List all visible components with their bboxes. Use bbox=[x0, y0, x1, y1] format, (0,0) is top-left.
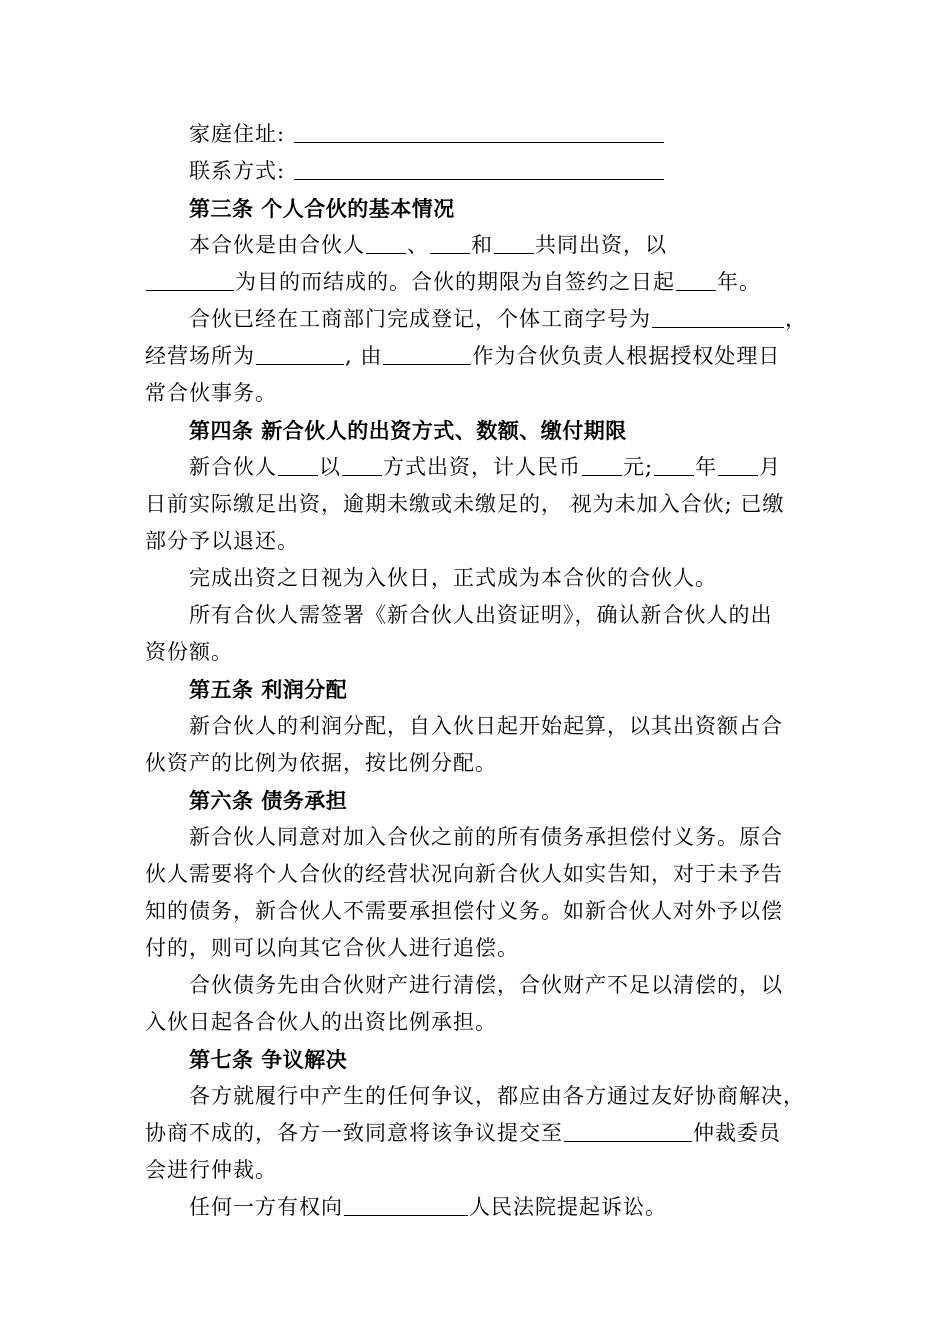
term-years-blank bbox=[676, 268, 716, 291]
contact-label: 联系方式: bbox=[189, 159, 286, 183]
text-span: 年 bbox=[695, 455, 718, 479]
text-span: 共同出资，以 bbox=[535, 233, 667, 257]
article6-p2-line1: 合伙债务先由合伙财产进行清偿，合伙财产不足以清偿的，以 bbox=[189, 973, 783, 997]
article4-p1-line3: 部分予以退还。 bbox=[145, 529, 299, 553]
article5-p1-line1: 新合伙人的利润分配，自入伙日起开始起算，以其出资额占合 bbox=[189, 714, 783, 738]
new-partner-blank bbox=[278, 453, 318, 476]
article3-p2-line3: 常合伙事务。 bbox=[145, 381, 277, 405]
text-span: 和 bbox=[471, 233, 493, 257]
article3-p2-line2 bbox=[145, 338, 815, 375]
article4-p3-line1: 所有合伙人需签署《新合伙人出资证明》，确认新合伙人的出 bbox=[189, 603, 773, 627]
article6-p1-line3: 知的债务，新合伙人不需要承担偿付义务。如新合伙人对外予以偿 bbox=[145, 899, 783, 923]
business-name-blank bbox=[652, 305, 784, 328]
article4-p3-line2: 资份额。 bbox=[145, 640, 233, 664]
article7-p1-line2 bbox=[145, 1115, 815, 1152]
article7-p1-line1: 各方就履行中产生的任何争议，都应由各方通过友好协商解决， bbox=[189, 1084, 805, 1108]
contract-page bbox=[145, 116, 815, 1226]
article5-heading: 第五条 利润分配 bbox=[189, 677, 348, 702]
arbitration-commission-blank bbox=[564, 1119, 692, 1142]
text-span: , 由 bbox=[345, 344, 383, 368]
premises-blank bbox=[256, 342, 344, 365]
article3-heading: 第三条 个人合伙的基本情况 bbox=[189, 196, 455, 221]
text-span: 经营场所为 bbox=[145, 344, 255, 368]
contribution-method-blank bbox=[342, 453, 382, 476]
text-span: 合伙已经在工商部门完成登记，个体工商字号为 bbox=[189, 307, 651, 331]
article3-p1-line1 bbox=[145, 227, 815, 264]
text-span: 任何一方有权向 bbox=[189, 1195, 343, 1219]
article3-p2-line1 bbox=[145, 301, 815, 338]
partner-blank-1 bbox=[366, 231, 406, 254]
partner-blank-3 bbox=[494, 231, 534, 254]
text-span: 以 bbox=[319, 455, 341, 479]
article6-p1-line2: 伙人需要将个人合伙的经营状况向新合伙人如实告知，对于未予告 bbox=[145, 862, 783, 886]
article5-p1-line2: 伙资产的比例为依据，按比例分配。 bbox=[145, 751, 497, 775]
text-span: 作为合伙负责人根据授权处理日 bbox=[472, 344, 781, 368]
year-blank bbox=[654, 453, 694, 476]
amount-blank bbox=[582, 453, 622, 476]
purpose-blank bbox=[146, 268, 234, 291]
article4-heading: 第四条 新合伙人的出资方式、数额、缴付期限 bbox=[189, 418, 627, 443]
home-address-blank bbox=[294, 120, 664, 143]
article4-p2: 完成出资之日视为入伙日，正式成为本合伙的合伙人。 bbox=[189, 566, 717, 590]
article6-heading: 第六条 债务承担 bbox=[189, 788, 348, 813]
article6-p2-line2: 入伙日起各合伙人的出资比例承担。 bbox=[145, 1010, 497, 1034]
text-span: 年。 bbox=[717, 270, 761, 294]
month-blank bbox=[718, 453, 758, 476]
article3-p1-line2 bbox=[145, 264, 815, 301]
text-span: 本合伙是由合伙人 bbox=[189, 233, 365, 257]
court-blank bbox=[344, 1193, 468, 1216]
contact-row bbox=[145, 153, 815, 190]
text-span: 元; bbox=[623, 455, 654, 479]
home-address-row bbox=[145, 116, 815, 153]
article6-p1-line1: 新合伙人同意对加入合伙之前的所有债务承担偿付义务。原合 bbox=[189, 825, 783, 849]
text-span: 月 bbox=[759, 455, 782, 479]
text-span: 人民法院提起诉讼。 bbox=[469, 1195, 667, 1219]
article7-p1-line3: 会进行仲裁。 bbox=[145, 1158, 277, 1182]
article7-heading: 第七条 争议解决 bbox=[189, 1047, 348, 1072]
article4-p1-line1 bbox=[145, 449, 815, 486]
text-span: 方式出资，计人民币 bbox=[383, 455, 581, 479]
manager-blank bbox=[383, 342, 471, 365]
article4-p1-line2: 日前实际缴足出资，逾期未缴或未缴足的， 视为未加入合伙; 已缴 bbox=[145, 492, 785, 516]
article6-p1-line4: 付的，则可以向其它合伙人进行追偿。 bbox=[145, 936, 519, 960]
text-span: ， bbox=[785, 307, 807, 331]
article7-p2 bbox=[145, 1189, 815, 1226]
text-span: 为目的而结成的。合伙的期限为自签约之日起 bbox=[235, 270, 675, 294]
home-address-label: 家庭住址: bbox=[189, 122, 286, 146]
text-span: 新合伙人 bbox=[189, 455, 277, 479]
text-span: 、 bbox=[407, 233, 429, 257]
contact-blank bbox=[294, 157, 664, 180]
partner-blank-2 bbox=[430, 231, 470, 254]
text-span: 协商不成的，各方一致同意将该争议提交至 bbox=[145, 1121, 563, 1145]
text-span: 仲裁委员 bbox=[693, 1121, 781, 1145]
